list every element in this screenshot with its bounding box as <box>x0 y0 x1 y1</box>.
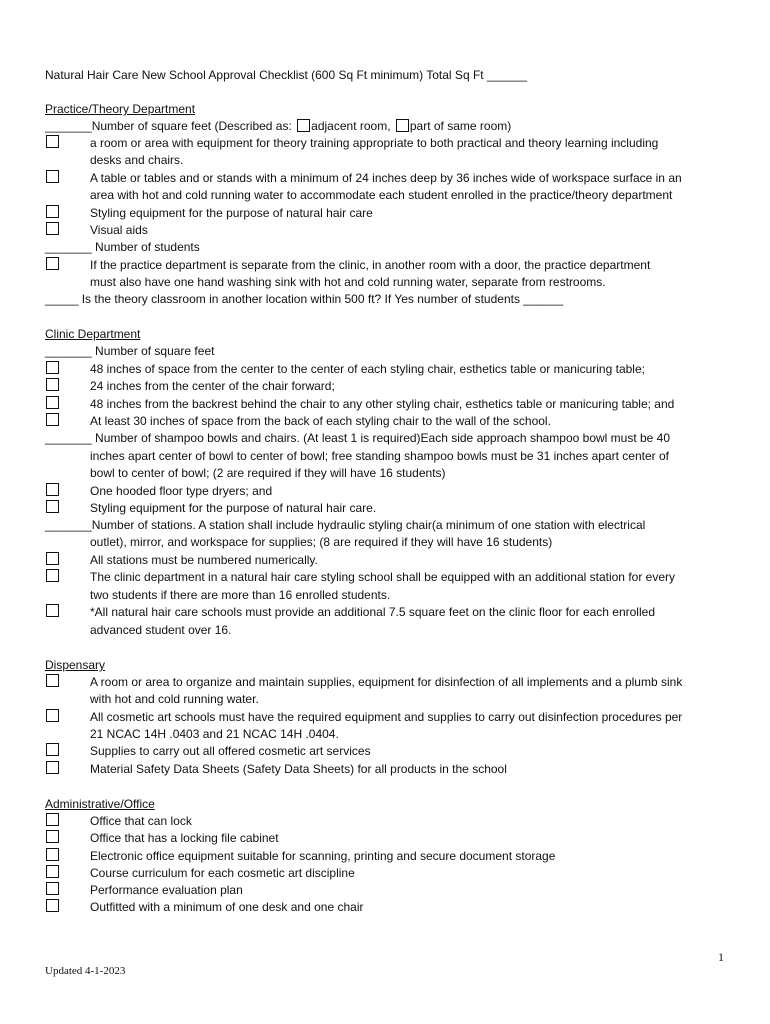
checkbox-tables[interactable] <box>46 170 59 183</box>
practice-item: Visual aids <box>90 223 148 237</box>
checkbox-hand-sink[interactable] <box>46 257 59 270</box>
sqft-text-b: adjacent room, <box>311 119 394 133</box>
theory-location-line: _____ Is the theory classroom in another location within 500 ft? If Yes number of students ______ <box>45 292 564 306</box>
checkbox-visual-aids[interactable] <box>46 222 59 235</box>
checkbox-clinic-24-forward[interactable] <box>46 378 59 391</box>
clinic-item: One hooded floor type dryers; and <box>90 484 273 498</box>
clinic-item-cont: two students if there are more than 16 enrolled students. <box>90 588 391 602</box>
checkbox-hooded-dryer[interactable] <box>46 483 59 496</box>
stations-line: _______Number of stations. A station shall include hydraulic styling chair(a minimum of one station with electrical <box>45 518 646 532</box>
dispensary-item: Material Safety Data Sheets (Safety Data Sheets) for all products in the school <box>90 762 507 776</box>
clinic-item: At least 30 inches of space from the back of each styling chair to the wall of the school. <box>90 414 551 428</box>
updated-date: Updated 4-1-2023 <box>45 965 126 977</box>
checkbox-dispensary-room[interactable] <box>46 674 59 687</box>
checkbox-disinfection[interactable] <box>46 709 59 722</box>
dispensary-item-cont: with hot and cold running water. <box>90 692 259 706</box>
page-number: 1 <box>718 950 724 964</box>
clinic-item: All stations must be numbered numerically. <box>90 553 318 567</box>
same-room-checkbox[interactable] <box>396 119 409 132</box>
checkbox-clinic-48-backrest[interactable] <box>46 396 59 409</box>
clinic-item-cont: inches apart center of bowl to center of bowl; free standing shampoo bowls must be 31 inches apart center of <box>90 449 669 463</box>
dispensary-item: A room or area to organize and maintain supplies, equipment for disinfection of all implements and a plumb sink <box>90 675 683 689</box>
admin-item: Outfitted with a minimum of one desk and one chair <box>90 900 364 914</box>
clinic-item-cont: bowl to center of bowl; (2 are required if they will have 16 students) <box>90 466 446 480</box>
checkbox-stations-numbered[interactable] <box>46 552 59 565</box>
practice-item: Styling equipment for the purpose of natural hair care <box>90 206 373 220</box>
dispensary-heading: Dispensary <box>45 658 106 672</box>
clinic-item: 48 inches from the backrest behind the chair to any other styling chair, esthetics table or manicuring table; and <box>90 397 675 411</box>
clinic-sqft-line: _______ Number of square feet <box>45 344 215 358</box>
dispensary-item: Supplies to carry out all offered cosmetic art services <box>90 744 371 758</box>
checkbox-file-cabinet[interactable] <box>46 830 59 843</box>
clinic-item-cont: outlet), mirror, and workspace for supplies; (8 are required if they will have 16 students) <box>90 535 553 549</box>
admin-heading: Administrative/Office <box>45 797 155 811</box>
checkbox-office-lock[interactable] <box>46 813 59 826</box>
checklist-title: Natural Hair Care New School Approval Checklist (600 Sq Ft minimum) Total Sq Ft ______ <box>45 68 527 82</box>
admin-item: Office that has a locking file cabinet <box>90 831 279 845</box>
clinic-item-cont: advanced student over 16. <box>90 623 232 637</box>
checkbox-office-equipment[interactable] <box>46 848 59 861</box>
practice-item: A table or tables and or stands with a minimum of 24 inches deep by 36 inches wide of workspace surface in an <box>90 171 682 185</box>
checkbox-curriculum[interactable] <box>46 865 59 878</box>
checkbox-clinic-30-wall[interactable] <box>46 413 59 426</box>
checkbox-sds[interactable] <box>46 761 59 774</box>
clinic-item: 24 inches from the center of the chair forward; <box>90 379 335 393</box>
clinic-item: Styling equipment for the purpose of natural hair care. <box>90 501 377 515</box>
dispensary-item-cont: 21 NCAC 14H .0403 and 21 NCAC 14H .0404. <box>90 727 339 741</box>
clinic-item: The clinic department in a natural hair care styling school shall be equipped with an additional station for every <box>90 570 675 584</box>
checkbox-clinic-styling-equipment[interactable] <box>46 500 59 513</box>
practice-sqft-line <box>45 118 511 134</box>
checkbox-additional-station[interactable] <box>46 569 59 582</box>
practice-heading: Practice/Theory Department <box>45 102 196 116</box>
practice-item: a room or area with equipment for theory training appropriate to both practical and theory learning including <box>90 136 659 150</box>
checkbox-advanced-student[interactable] <box>46 604 59 617</box>
practice-item-cont: area with hot and cold running water to accommodate each student enrolled in the practice/theory department <box>90 188 673 202</box>
adjacent-room-checkbox[interactable] <box>297 119 310 132</box>
admin-item: Electronic office equipment suitable for scanning, printing and secure document storage <box>90 849 556 863</box>
clinic-item: *All natural hair care schools must provide an additional 7.5 square feet on the clinic floor for each enrolled <box>90 605 655 619</box>
dispensary-item: All cosmetic art schools must have the required equipment and supplies to carry out disinfection procedures per <box>90 710 683 724</box>
practice-item-cont: desks and chairs. <box>90 153 184 167</box>
practice-item-cont: must also have one hand washing sink with hot and cold running water, separate from restrooms. <box>90 275 606 289</box>
clinic-heading: Clinic Department <box>45 327 141 341</box>
sqft-text-a: _______Number of square feet (Described as: <box>45 119 296 133</box>
checkbox-clinic-48-center[interactable] <box>46 361 59 374</box>
practice-item: If the practice department is separate from the clinic, in another room with a door, the practice department <box>90 258 651 272</box>
checkbox-evaluation-plan[interactable] <box>46 882 59 895</box>
checkbox-supplies[interactable] <box>46 743 59 756</box>
admin-item: Office that can lock <box>90 814 192 828</box>
admin-item: Course curriculum for each cosmetic art discipline <box>90 866 355 880</box>
clinic-item: 48 inches of space from the center to the center of each styling chair, esthetics table or manicuring table; <box>90 362 645 376</box>
shampoo-bowls-line: _______ Number of shampoo bowls and chairs. (At least 1 is required)Each side approach shampoo bowl must be 40 <box>45 431 671 445</box>
checkbox-theory-room[interactable] <box>46 135 59 148</box>
students-count-line: _______ Number of students <box>45 240 200 254</box>
sqft-text-c: part of same room) <box>409 119 512 133</box>
checkbox-desk-chair[interactable] <box>46 899 59 912</box>
checkbox-styling-equipment[interactable] <box>46 205 59 218</box>
admin-item: Performance evaluation plan <box>90 883 243 897</box>
